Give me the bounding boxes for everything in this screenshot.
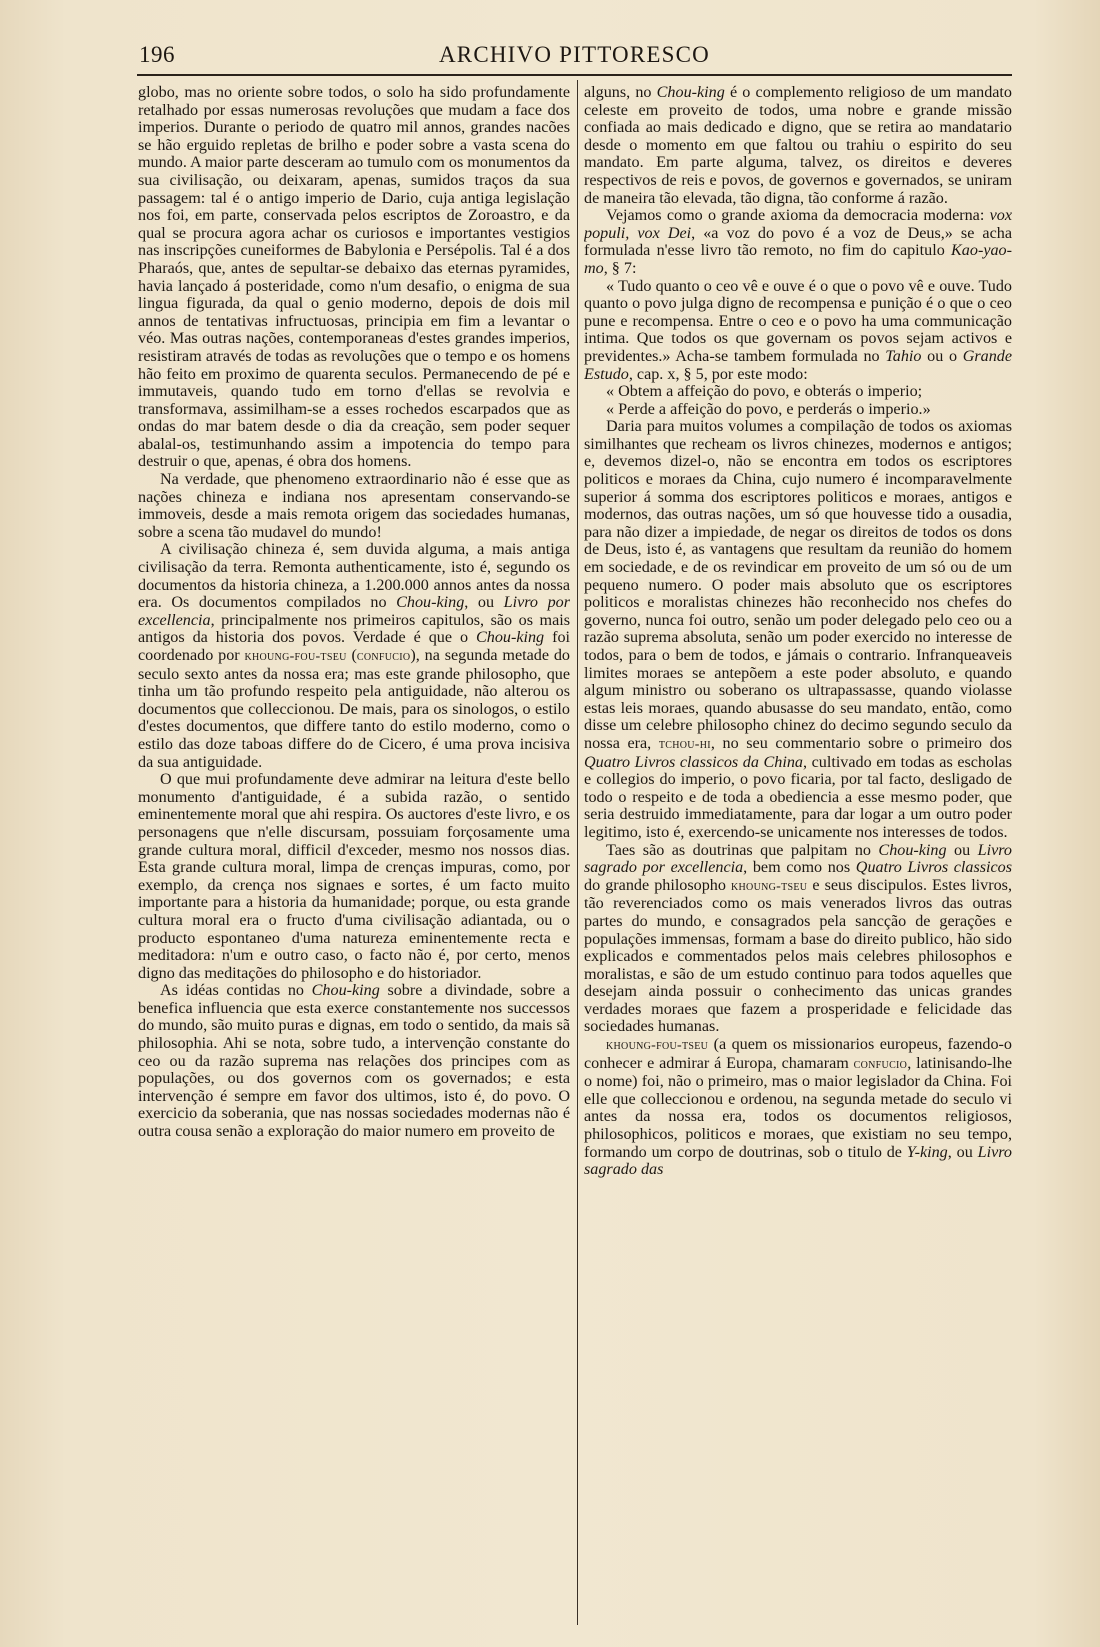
- quotation: « Obtem a affeição do povo, e obterás o imperio;: [606, 383, 923, 401]
- small-caps-name: tchou-hi: [658, 736, 711, 752]
- paragraph: alguns, no Chou-king é o complemento religioso de um mandato celeste em proveito de todos, uma nobre e grande missão confiada ao mais dedicado e digno, que se retira ao mandatario desde o momento em que faltou ou trahiu o espirito do seu mandato. Em parte alguma, talvez, os direitos e deveres respectivos de reis e povos, de governos e governados, se uniram de maneira tão elevada, tão digna, tão conforme á razão.: [584, 84, 1012, 207]
- quotation: « Perde a affeição do povo, e perderás o imperio.»: [606, 400, 931, 418]
- paragraph: Vejamos como o grande axioma da democracia moderna: vox populi, vox Dei, «a voz do povo é a voz de Deus,» se acha formulada n'esse livro tão remoto, no fim do capitulo Kao-yao-mo, § 7:: [584, 207, 1012, 277]
- paragraph: A civilisação chineza é, sem duvida alguma, a mais antiga civilisação da terra. Remonta authenticamente, isto é, segundo os documentos da historia chineza, a 1.200.000 annos antes da nossa era. Os documentos compilados no Chou-king, ou Livro por excellencia, principalmente nos primeiros capitulos, são os mais antigos da historia dos povos. Verdade é que o Chou-king foi coordenado por khoung-fou-tseu (confucio), na segunda metade do seculo sexto antes da nossa era; mas este grande philosopho, que tinha um tão profundo respeito pela antiguidade, não alterou os documentos que colleccionou. De mais, para os sinologos, o estilo d'estes documentos, que differe tanto do estilo moderno, como o estilo das doze taboas differe do de Cicero, é uma prova incisiva da sua antiguidade.: [138, 541, 570, 771]
- right-column: [584, 84, 1012, 1624]
- small-caps-name: confucio: [853, 1056, 908, 1072]
- page-number: 196: [139, 42, 175, 67]
- italic-title: Chou-king: [878, 841, 947, 859]
- paragraph: Daria para muitos volumes a compilação de todos os axiomas similhantes que recheam os livros chinezes, modernos e antigos; e, devemos dizel-o, não se encontra em todos os escriptores politicos e moraes da China, cujo numero é incomparavelmente superior á somma dos escriptores politicos e moraes, antigos e modernos, das outras nações, um só que houvesse tido a ousadia, para não dizer a impiedade, de negar os direitos de todos os dons de Deus, isto é, as vantagens que resultam da reunião do homem em sociedade, e de os revindicar em proveito de um só ou de um pequeno numero. O poder mais absoluto que os escriptores politicos e moralistas chinezes hão reconhecido nos chefes do governo, nunca foi outro, senão um poder delegado pelo ceo ou a razão suprema absoluta, senão um poder exercido no interesse de todos, para o bem de todos, e jámais o contrario. Infranqueaveis limites moraes se antepõem a este poder absoluto, e quando algum ministro ou soberano os ultrapassasse, quando violasse estas leis moraes, quando abusasse do seu mandato, então, como disse um celebre philosopho chinez do decimo segundo seculo da nossa era, tchou-hi, no seu commentario sobre o primeiro dos Quatro Livros classicos da China, cultivado em todas as escholas e collegios do imperio, o povo ficaria, por tal facto, desligado de todo o respeito e de toda a obediencia a esse mesmo poder, que seria destruido immediatamente, para dar logar a um outro poder legitimo, isto é, exercendo-se unicamente nos interesses de todos.: [584, 418, 1012, 841]
- italic-title: Quatro Livros classicos: [855, 859, 1012, 877]
- italic-title: Livro sagrado das: [584, 1143, 1012, 1179]
- italic-title: Livro por excellencia: [138, 594, 570, 629]
- italic-quote: vox populi, vox Dei: [584, 207, 1012, 242]
- paragraph: khoung-fou-tseu (a quem os missionarios europeus, fazendo-o conhecer e admirar á Europa, chamaram confucio, latinisando-lhe o nome) foi, não o primeiro, mas o maior legislador da China. Foi elle que colleccionou e ordenou, na segunda metade do seculo vi antes da nossa era, todos os documentos religiosos, philosophicos, politicos e moraes, que existiam no seu tempo, formando um corpo de doutrinas, sob o titulo de Y-king, ou Livro sagrado das: [584, 1036, 1012, 1179]
- small-caps-name: confucio: [356, 649, 411, 664]
- paragraph: As idéas contidas no Chou-king sobre a divindade, sobre a benefica influencia que esta exerce constantemente nos successos do mundo, são muito puras e dignas, em todo o sentido, da mais sã philosophia. Ahi se nota, sobre tudo, a intervenção constante do ceo ou da razão suprema nas relações dos principes com as populações, ou dos governos com os governados; e esta intervenção é sempre em favor dos ultimos, isto é, do povo. O exercicio da soberania, que nas nossas sociedades modernas não é outra cousa senão a exploração do maior numero em proveito de: [138, 982, 570, 1141]
- italic-title: Livro sagrado por excellencia: [584, 841, 1012, 877]
- left-column: [138, 84, 570, 1624]
- italic-title: Grande Estudo: [584, 347, 1012, 383]
- italic-title: Y-king: [906, 1143, 948, 1161]
- small-caps-name: khoung-fou-tseu: [244, 649, 347, 664]
- column-divider: [577, 80, 578, 1625]
- italic-title: Chou-king: [475, 629, 545, 647]
- italic-title: Chou-king: [396, 594, 465, 612]
- italic-title: Tahio: [885, 347, 922, 365]
- italic-title: Chou-king: [656, 84, 725, 101]
- paragraph: Taes são as doutrinas que palpitam no Chou-king ou Livro sagrado por excellencia, bem como nos Quatro Livros classicos do grande philosopho khoung-tseu e seus discipulos. Estes livros, tão reverenciados como os mais venerados livros das outras partes do mundo, e consagrados pela sancção de gerações e populações immensas, formam a base do direito publico, hão sido explicados e commentados pelos mais celebres philosophos e moralistas, e são de um estudo continuo para todos aquelles que desejam ainda possuir o conhecimento das unicas grandes verdades moraes que fazem a prosperidade e felicidade das sociedades humanas.: [584, 841, 1012, 1036]
- italic-title: Kao-yao-mo: [584, 242, 1012, 277]
- page-header: [137, 38, 1012, 74]
- italic-title: Chou-king: [311, 982, 380, 1000]
- paragraph: globo, mas no oriente sobre todos, o solo ha sido profundamente retalhado por essas numerosas revoluções que mudam a face dos imperios. Durante o periodo de quatro mil annos, grandes nacões se hão erguido repletas de brilho e poder sobre a vasta scena do mundo. A maior parte desceram ao tumulo com os monumentos da sua civilisação, ou deixaram, apenas, sumidos traços da sua passagem: tal é o antigo imperio de Dario, cuja antiga legislação nos foi, em parte, conservada pelos escriptos de Zoroastro, e da qual se procura agora achar os curiosos e importantes vestigios nas inscripções cuneiformes de Babylonia e Persépolis. Tal é a dos Pharaós, que, antes de sepultar-se debaixo das eternas pyramides, havia lançado á posteridade, como n'um desafio, o enigma de sua lingua figurada, da qual o genio moderno, depois de dois mil annos de tentativas infructuosas, principia em fim a levantar o véo. Mas outras nações, contemporaneas d'estes grandes imperios, resistiram através de todas as revoluções que o tempo e os homens hão feito em proximo de quarenta seculos. Permanecendo de pé e immutaveis, quando tudo em torno d'ellas se revolvia e transformava, assimilham-se a esses rochedos escarpados que as ondas do mar batem desde o dia da creação, sem poder sequer abalal-os, testimunhando assim a impotencia do tempo para destruir o que, apenas, é obra dos homens.: [138, 84, 570, 471]
- small-caps-name: khoung-tseu: [731, 878, 808, 894]
- small-caps-name: khoung-fou-tseu: [606, 1038, 709, 1054]
- quotation: « Tudo quanto o ceo vê e ouve é o que o povo vê e ouve. Tudo quanto o povo julga digno de recompensa e punição é o que o ceo pune e recompensa. Entre o ceo e o povo ha uma communicação intima. Que todos os que governam os povos sejam activos e previdentes.» Acha-se tambem formulada no Tahio ou o Grande Estudo, cap. x, § 5, por este modo:: [584, 277, 1012, 383]
- italic-title: Quatro Livros classicos da China: [584, 753, 803, 771]
- paragraph: O que mui profundamente deve admirar na leitura d'este bello monumento d'antiguidade, é a subida razão, o sentido eminentemente moral que ahi respira. Os auctores d'este livro, e os personagens que n'elle discursam, possuiam forçosamente uma grande cultura moral, difficil d'exceder, mesmo nos nossos dias. Esta grande cultura moral, limpa de crenças impuras, como, por exemplo, da crença nos signaes e sortes, é um facto muito importante para a historia da humanidade; porque, ou esta grande cultura moral era o fructo d'uma civilisação adiantada, ou o producto espontaneo d'uma natureza eminentemente recta e meditadora: n'um e outro caso, o facto não é, por certo, menos digno das meditações do philosopho e do historiador.: [138, 771, 570, 982]
- running-title: ARCHIVO PITTORESCO: [438, 42, 710, 67]
- header-rule: [137, 74, 1012, 76]
- paragraph: Na verdade, que phenomeno extraordinario não é esse que as nações chineza e indiana nos apresentam conservando-se immoveis, desde a mais remota origem das sociedades humanas, sobre a scena tão mudavel do mundo!: [138, 471, 570, 541]
